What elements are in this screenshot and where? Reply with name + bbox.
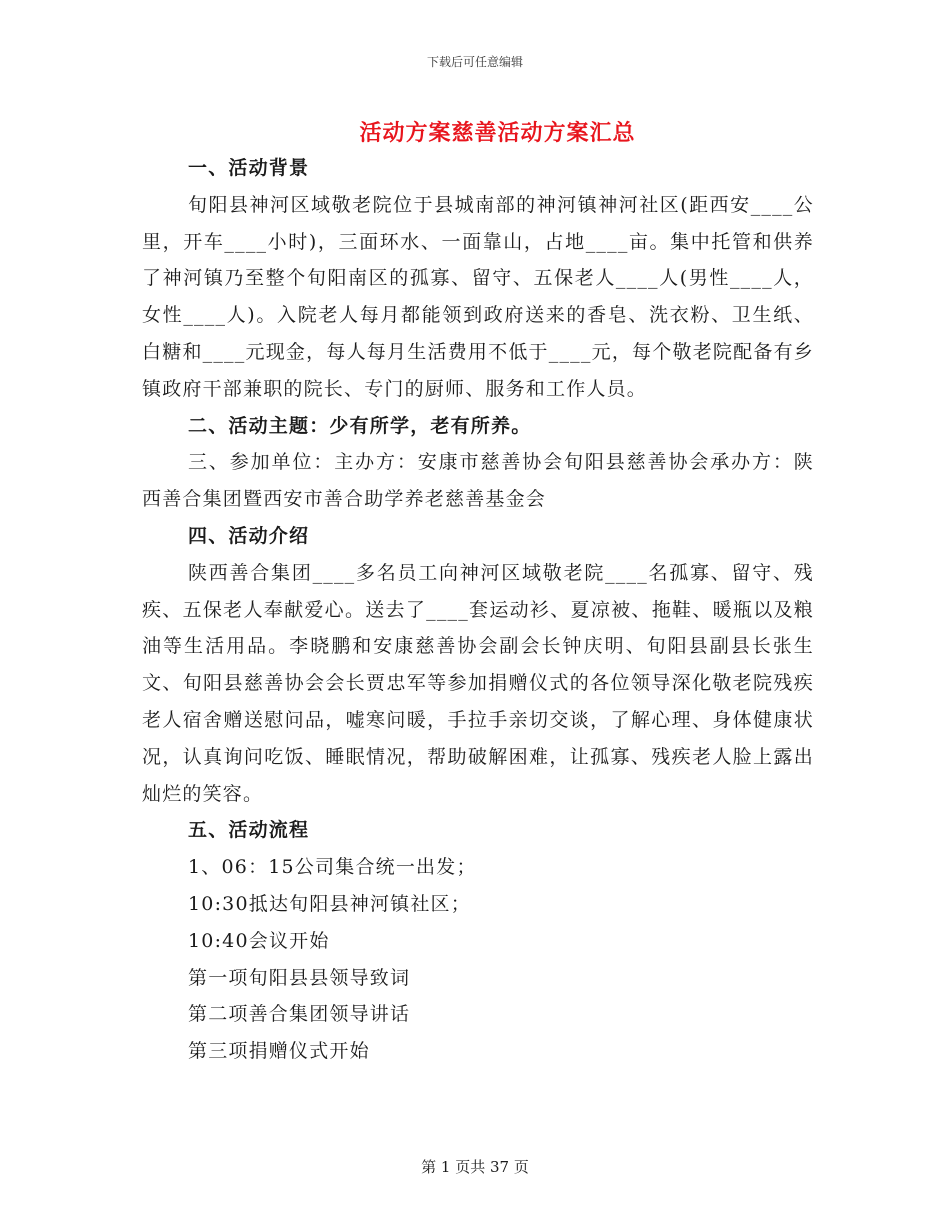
page-number: 第 1 页共 37 页 (421, 1158, 529, 1176)
process-step: 第一项旬阳县县领导致词 (188, 966, 411, 989)
process-step: 10:40会议开始 (188, 929, 330, 952)
section-paragraph-introduction: 陕西善合集团____多名员工向神河区域敬老院____名孤寡、留守、残疾、五保老人奉献爱心。送去了____套运动衫、夏凉被、拖鞋、暖瓶以及粮油等生活用品。李晓鹏和安康慈善协会副会长钟庆明、旬阳县副县长张生文、旬阳县慈善协会会长贾忠军等参加捐赠仪式的各位领导深化敬老院残疾老人宿舍赠送慰问品，嘘寒问暖，手拉手亲切交谈，了解心理、身体健康状况，认真询问吃饭、睡眠情况，帮助破解困难，让孤寡、残疾老人脸上露出灿烂的笑容。 (142, 561, 814, 805)
section-heading-introduction: 四、活动介绍 (188, 524, 310, 547)
process-step: 第三项捐赠仪式开始 (188, 1040, 370, 1063)
section-heading-background: 一、活动背景 (188, 157, 310, 179)
section-heading-theme: 二、活动主题：少有所学，老有所养。 (188, 414, 532, 437)
document-body (142, 150, 814, 1070)
header-note: 下载后可任意编辑 (426, 55, 523, 69)
section-paragraph-background: 旬阳县神河区域敬老院位于县城南部的神河镇神河社区(距西安____公里，开车____小时)，三面环水、一面靠山，占地____亩。集中托管和供养了神河镇乃至整个旬阳南区的孤寡、留守、五保老人____人(男性____人，女性____人)。入院老人每月都能领到政府送来的香皂、洗衣粉、卫生纸、白糖和____元现金，每人每月生活费用不低于____元，每个敬老院配备有乡镇政府干部兼职的院长、专门的厨师、服务和工作人员。 (142, 193, 814, 400)
process-step: 10:30抵达旬阳县神河镇社区； (188, 892, 471, 915)
process-step: 1、06：15公司集合统一出发； (188, 856, 477, 879)
process-step: 第二项善合集团领导讲话 (188, 1003, 411, 1026)
section-heading-process: 五、活动流程 (188, 819, 310, 842)
section-paragraph-participants: 三、参加单位：主办方：安康市慈善协会旬阳县慈善协会承办方：陕西善合集团暨西安市善合助学养老慈善基金会 (142, 451, 814, 511)
document-title: 活动方案慈善活动方案汇总 (359, 120, 636, 146)
